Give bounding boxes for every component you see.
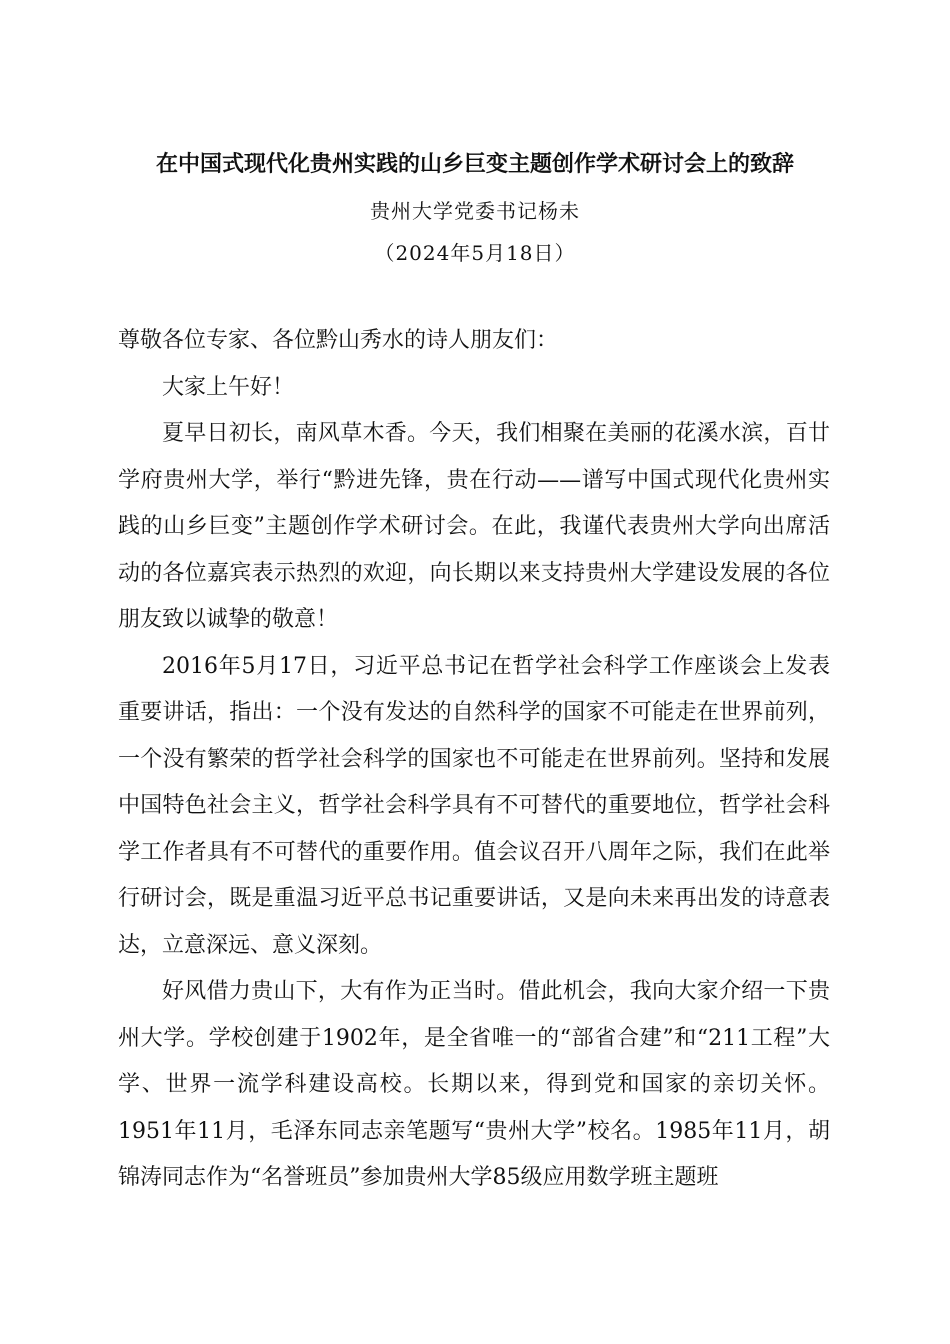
body-paragraph: 好风借力贵山下，大有作为正当时。借此机会，我向大家介绍一下贵州大学。学校创建于1902年，是全省唯一的“部省合建”和“211工程”大学、世界一流学科建设高校。长期以来，得到党和国家的亲切关怀。1951年11月，毛泽东同志亲笔题写“贵州大学”校名。1985年11月，胡锦涛同志作为“名誉班员”参加贵州大学85级应用数学班主题班 — [118, 979, 830, 1190]
document-author: 贵州大学党委书记杨未 — [370, 199, 580, 223]
body-paragraph: 夏早日初长，南风草木香。今天，我们相聚在美丽的花溪水滨，百廿学府贵州大学，举行“黔进先锋，贵在行动——谱写中国式现代化贵州实践的山乡巨变”主题创作学术研讨会。在此，我谨代表贵州大学向出席活动的各位嘉宾表示热烈的欢迎，向长期以来支持贵州大学建设发展的各位朋友致以诚挚的敬意！ — [118, 421, 830, 632]
salutation-paragraph: 尊敬各位专家、各位黔山秀水的诗人朋友们： — [118, 328, 559, 353]
document-title: 在中国式现代化贵州实践的山乡巨变主题创作学术研讨会上的致辞 — [155, 151, 794, 177]
greeting-paragraph: 大家上午好！ — [162, 374, 295, 400]
body-paragraph: 2016年5月17日，习近平总书记在哲学社会科学工作座谈会上发表重要讲话，指出：一个没有发达的自然科学的国家不可能走在世界前列，一个没有繁荣的哲学社会科学的国家也不可能走在世界前列。坚持和发展中国特色社会主义，哲学社会科学具有不可替代的重要地位，哲学社会科学工作者具有不可替代的重要作用。值会议召开八周年之际，我们在此举行研讨会，既是重温习近平总书记重要讲话，又是向未来再出发的诗意表达，立意深远、意义深刻。 — [118, 653, 830, 958]
document-body — [118, 318, 830, 1202]
document-date: （2024年5月18日） — [374, 241, 576, 265]
